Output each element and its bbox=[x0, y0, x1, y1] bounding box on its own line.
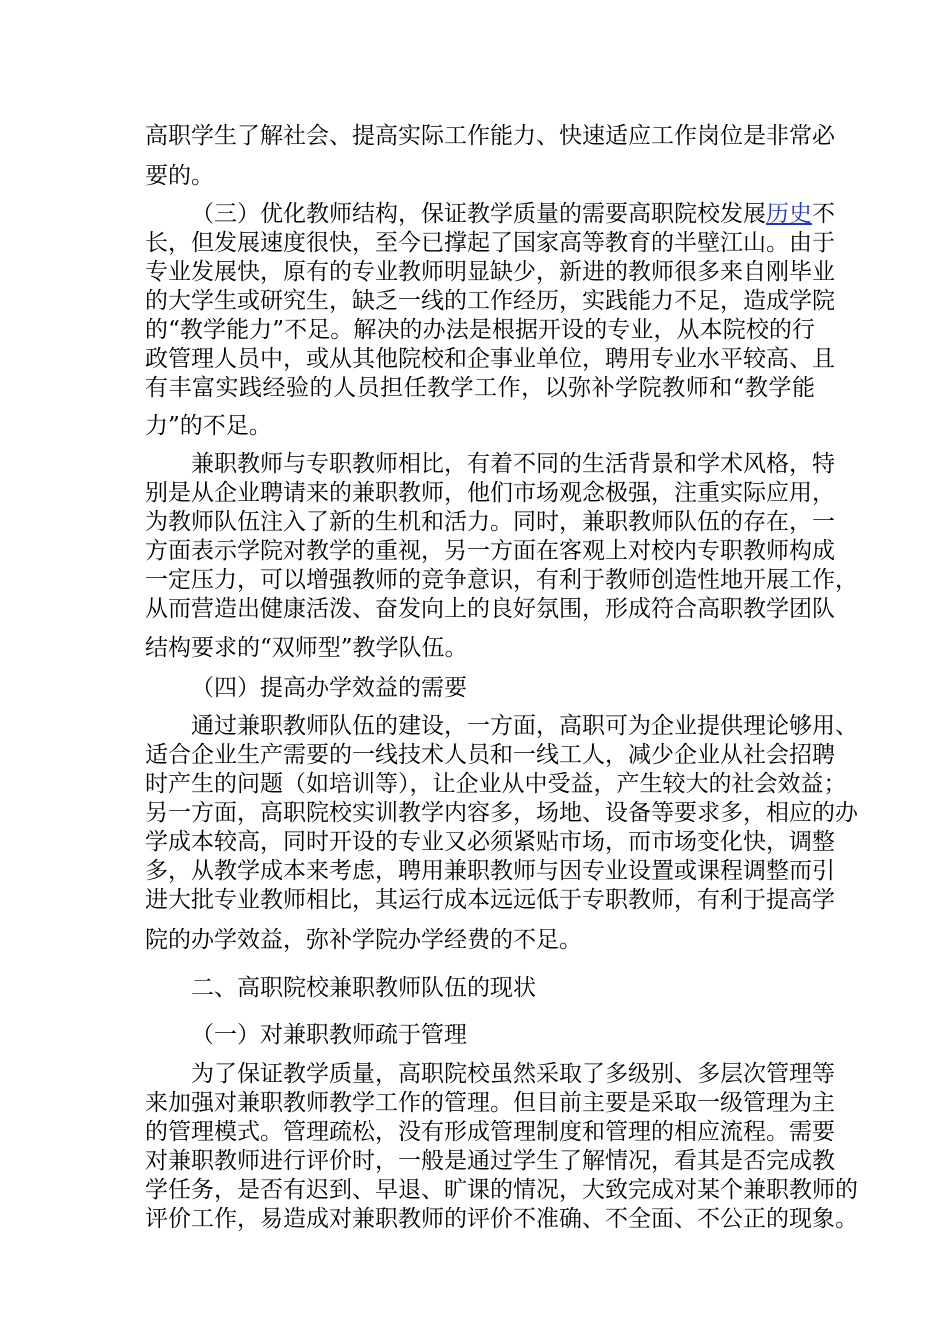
body-text-line: 长，但发展速度很快，至今已撑起了国家高等教育的半壁江山。由于 bbox=[145, 230, 835, 256]
body-text-line: 对兼职教师进行评价时，一般是通过学生了解情况，看其是否完成教 bbox=[145, 1148, 835, 1174]
body-text-line: 从而营造出健康活泼、奋发向上的良好氛围，形成符合高职教学团队 bbox=[145, 596, 835, 622]
body-text-line: 进大批专业教师相比，其运行成本远远低于专职教师，有利于提高学 bbox=[145, 887, 835, 913]
body-text-line: 另一方面，高职院校实训教学内容多，场地、设备等要求多，相应的办 bbox=[145, 800, 858, 826]
body-text-line: 为了保证教学质量，高职院校虽然采取了多级别、多层次管理等 bbox=[191, 1061, 835, 1087]
history-link[interactable]: 历史 bbox=[766, 201, 812, 227]
body-text-line: 多，从教学成本来考虑，聘用兼职教师与因专业设置或课程调整而引 bbox=[145, 858, 835, 884]
body-text-line: 的管理模式。管理疏松，没有形成管理制度和管理的相应流程。需要 bbox=[145, 1119, 835, 1145]
body-text-span: （三）优化教师结构，保证教学质量的需要高职院校发展 bbox=[191, 201, 766, 227]
body-text-line: 一定压力，可以增强教师的竞争意识，有利于教师创造性地开展工作， bbox=[145, 567, 858, 593]
body-text-line: 力”的不足。 bbox=[145, 413, 272, 439]
body-text-line: 要的。 bbox=[145, 163, 214, 189]
section-heading: 二、高职院校兼职教师队伍的现状 bbox=[191, 975, 536, 1001]
body-text-line: 评价工作，易造成对兼职教师的评价不准确、不全面、不公正的现象。 bbox=[145, 1206, 858, 1232]
body-text-line: 来加强对兼职教师教学工作的管理。但目前主要是采取一级管理为主 bbox=[145, 1090, 835, 1116]
section-heading: （一）对兼职教师疏于管理 bbox=[191, 1022, 467, 1048]
body-text-span: 不 bbox=[812, 201, 835, 227]
section-heading-line bbox=[191, 199, 835, 229]
body-text-line: 方面表示学院对教学的重视，另一方面在客观上对校内专职教师构成 bbox=[145, 538, 835, 564]
body-text-line: 政管理人员中，或从其他院校和企事业单位，聘用专业水平较高、且 bbox=[145, 346, 835, 372]
body-text-line: 的大学生或研究生，缺乏一线的工作经历，实践能力不足，造成学院 bbox=[145, 288, 835, 314]
body-text-line: 别是从企业聘请来的兼职教师，他们市场观念极强，注重实际应用， bbox=[145, 480, 835, 506]
body-text-line: 的“教学能力”不足。解决的办法是根据开设的专业，从本院校的行 bbox=[145, 317, 815, 343]
body-text-line: 院的办学效益，弥补学院办学经费的不足。 bbox=[145, 927, 582, 953]
body-text-line: 学成本较高，同时开设的专业又必须紧贴市场，而市场变化快，调整 bbox=[145, 829, 835, 855]
body-text-line: 通过兼职教师队伍的建设，一方面，高职可为企业提供理论够用、 bbox=[191, 713, 858, 739]
body-text-line: 高职学生了解社会、提高实际工作能力、快速适应工作岗位是非常必 bbox=[145, 123, 835, 149]
body-text-line: 兼职教师与专职教师相比，有着不同的生活背景和学术风格，特 bbox=[191, 451, 835, 477]
body-text-line: 结构要求的“双师型”教学队伍。 bbox=[145, 635, 468, 661]
body-text-line: 为教师队伍注入了新的生机和活力。同时，兼职教师队伍的存在，一 bbox=[145, 509, 835, 535]
body-text-line: 专业发展快，原有的专业教师明显缺少，新进的教师很多来自刚毕业 bbox=[145, 259, 835, 285]
body-text-line: 时产生的问题（如培训等），让企业从中受益，产生较大的社会效益； bbox=[145, 771, 847, 797]
body-text-line: 有丰富实践经验的人员担任教学工作，以弥补学院教师和“教学能 bbox=[145, 375, 815, 401]
body-text-line: 适合企业生产需要的一线技术人员和一线工人，减少企业从社会招聘 bbox=[145, 742, 835, 768]
section-heading: （四）提高办学效益的需要 bbox=[191, 675, 467, 701]
body-text-line: 学任务，是否有迟到、早退、旷课的情况，大致完成对某个兼职教师的 bbox=[145, 1177, 858, 1203]
